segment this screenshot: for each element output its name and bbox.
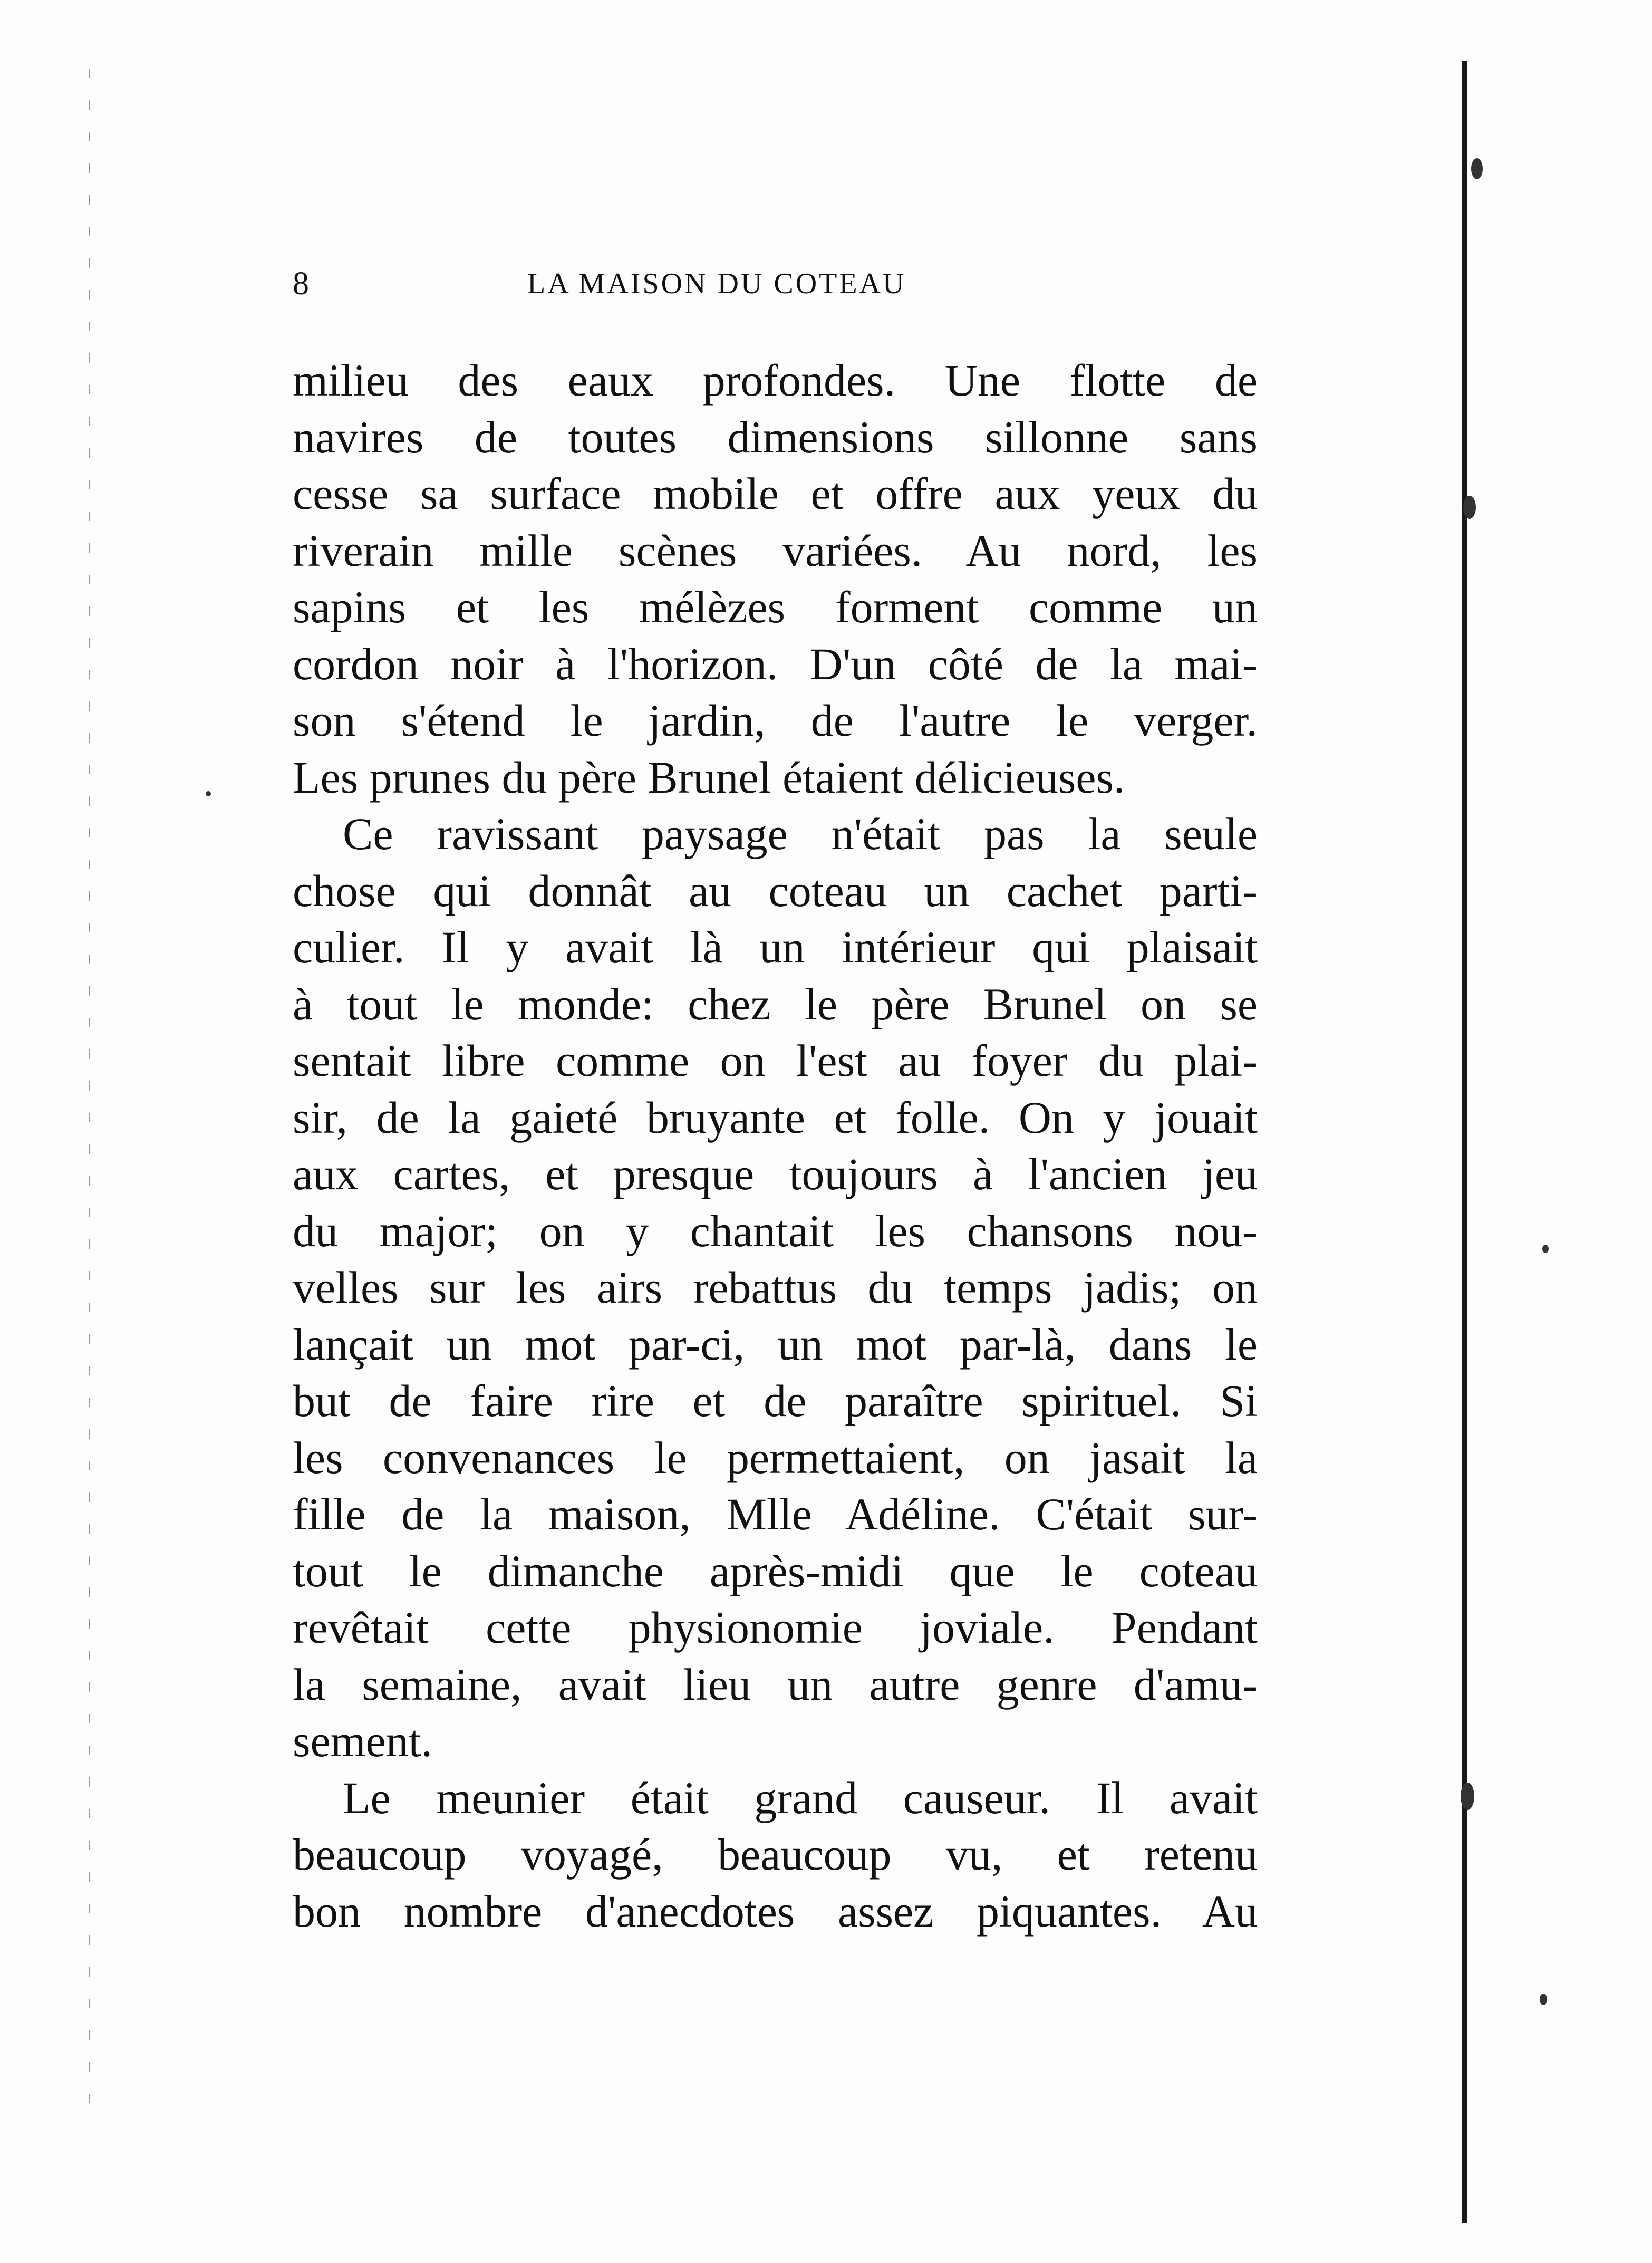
text-line: but de faire rire et de paraître spirituel. Si <box>293 1375 1258 1426</box>
paragraph <box>293 806 1258 1770</box>
text-line: cordon noir à l'horizon. D'un côté de la mai- <box>293 638 1258 689</box>
text-line: son s'étend le jardin, de l'autre le verger. <box>293 695 1258 746</box>
text-line: revêtait cette physionomie joviale. Pendant <box>293 1602 1258 1653</box>
left-page-edge-marks <box>89 69 90 2125</box>
text-line: aux cartes, et presque toujours à l'ancien jeu <box>293 1149 1258 1199</box>
running-title: LA MAISON DU COTEAU <box>527 267 906 300</box>
scan-speck <box>1461 1783 1474 1810</box>
paragraph <box>293 1770 1258 1940</box>
text-line: sentait libre comme on l'est au foyer du plai- <box>293 1035 1258 1086</box>
text-line: chose qui donnât au coteau un cachet parti- <box>293 865 1258 916</box>
scan-speck <box>206 791 211 796</box>
page-header <box>293 263 1258 305</box>
text-line: Ce ravissant paysage n'était pas la seule <box>343 808 1258 859</box>
text-line: beaucoup voyagé, beaucoup vu, et retenu <box>293 1829 1258 1880</box>
text-line: les convenances le permettaient, on jasait la <box>293 1432 1258 1483</box>
text-line: fille de la maison, Mlle Adéline. C'était sur- <box>293 1489 1258 1539</box>
text-line: tout le dimanche après-midi que le coteau <box>293 1545 1258 1596</box>
text-line: bon nombre d'anecdotes assez piquantes. Au <box>293 1885 1258 1937</box>
text-line: culier. Il y avait là un intérieur qui plaisait <box>293 922 1258 972</box>
text-line: navires de toutes dimensions sillonne sans <box>293 411 1258 463</box>
scan-speck <box>1542 1245 1549 1253</box>
page-number: 8 <box>293 266 309 302</box>
body-text <box>293 352 1258 1940</box>
text-line: milieu des eaux profondes. Une flotte de <box>293 355 1258 406</box>
scan-speck <box>1540 1994 1547 2005</box>
text-line: velles sur les airs rebattus du temps jadis; on <box>293 1262 1258 1313</box>
text-line: cesse sa surface mobile et offre aux yeux du <box>293 468 1258 519</box>
text-line: sapins et les mélèzes forment comme un <box>293 582 1258 632</box>
text-line: la semaine, avait lieu un autre genre d'amu- <box>293 1659 1258 1710</box>
text-line: sement. <box>293 1716 433 1766</box>
paragraph <box>293 352 1258 806</box>
text-line: Les prunes du père Brunel étaient délicieuses. <box>293 752 1125 803</box>
text-line: sir, de la gaieté bruyante et folle. On y jouait <box>293 1092 1258 1143</box>
scan-speck <box>1471 158 1483 179</box>
book-spine-shadow <box>1462 61 1467 2223</box>
text-line: riverain mille scènes variées. Au nord, les <box>293 525 1258 576</box>
scan-speck <box>1463 496 1476 519</box>
text-line: du major; on y chantait les chansons nou- <box>293 1205 1258 1256</box>
text-line: à tout le monde: chez le père Brunel on se <box>293 978 1258 1029</box>
text-line: lançait un mot par-ci, un mot par-là, dans le <box>293 1318 1258 1370</box>
text-line: Le meunier était grand causeur. Il avait <box>343 1772 1258 1823</box>
